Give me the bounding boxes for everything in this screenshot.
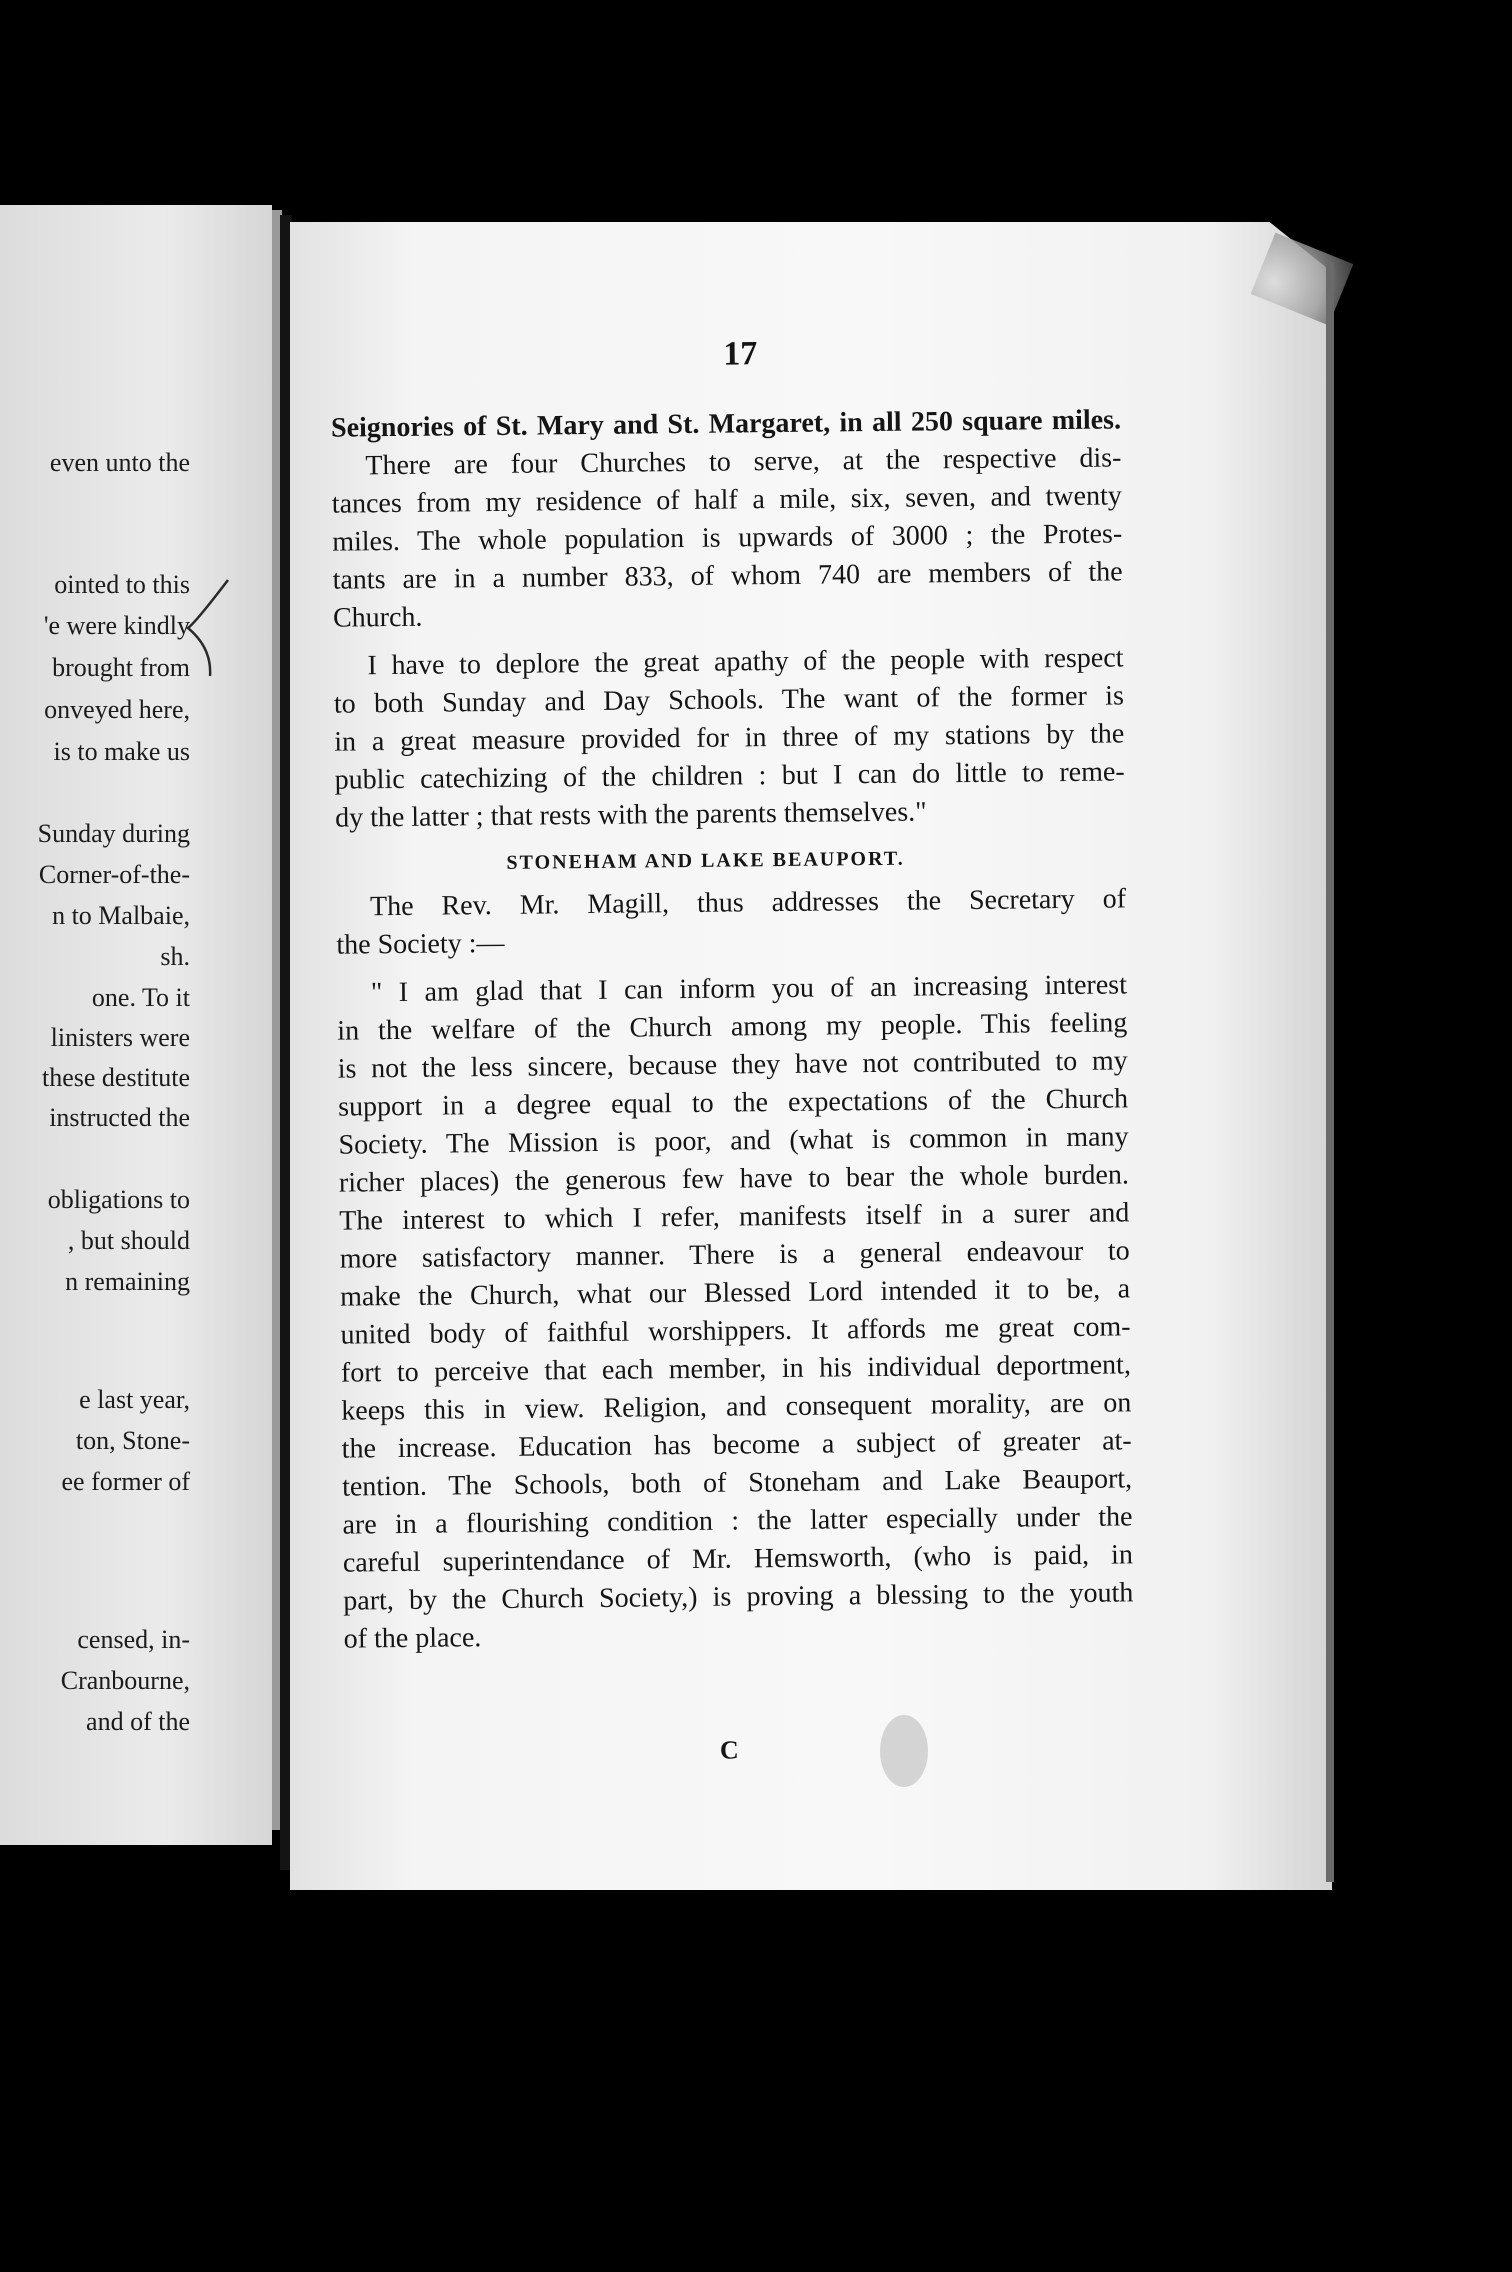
paragraph-line: The Rev. Mr. Magill, thus addresses the Secretary of: [369, 883, 1127, 923]
left-page-line: instructed the: [49, 1103, 190, 1132]
paragraph-line: of the place.: [343, 1622, 482, 1655]
paragraph-line: part, by the Church Society,) is proving a blessing to the youth: [343, 1577, 1134, 1617]
left-page-line: obligations to: [47, 1185, 190, 1214]
paragraph-line: more satisfactory manner. There is a general endeavour to: [339, 1235, 1130, 1275]
paragraph-line: richer places) the generous few have to bear the whole burden.: [338, 1159, 1130, 1199]
paragraph-line: support in a degree equal to the expectations of the Church: [337, 1083, 1129, 1123]
paragraph-line: careful superintendance of Mr. Hemsworth, (who is paid, in: [342, 1539, 1134, 1579]
section-heading: STONEHAM AND LAKE BEAUPORT.: [506, 847, 905, 874]
left-page-line: ointed to this: [54, 570, 190, 599]
left-page-line: n to Malbaie,: [52, 901, 190, 930]
page-number: 17: [723, 335, 758, 373]
paragraph-line: to both Sunday and Day Schools. The want of the former is: [333, 680, 1125, 720]
paragraph-line: The interest to which I refer, manifests itself in a surer and: [339, 1197, 1130, 1237]
paragraph-line: " I am glad that I can inform you of an increasing interest: [370, 969, 1128, 1009]
left-page-line: , but should: [67, 1226, 190, 1255]
left-page-line: onveyed here,: [44, 695, 190, 724]
paragraph-line: is not the less sincere, because they have not contributed to my: [337, 1045, 1128, 1085]
left-page-line: these destitute: [41, 1063, 190, 1092]
left-page-line: 'e were kindly: [43, 611, 190, 640]
paragraph-line: the increase. Education has become a subject of greater at-: [341, 1425, 1132, 1465]
page-edge-shadow: [1326, 262, 1334, 1882]
paragraph-line: Society. The Mission is poor, and (what is common in many: [338, 1121, 1129, 1161]
paragraph-line: are in a flourishing condition : the latter especially under the: [342, 1501, 1133, 1541]
paragraph-line: Church.: [332, 601, 423, 634]
left-page-line: Corner-of-the-: [38, 860, 190, 889]
paragraph-line: united body of faithful worshippers. It affords me great com-: [340, 1311, 1131, 1351]
left-page-line: is to make us: [53, 737, 190, 766]
paragraph-line: tants are in a number 833, of whom 740 are members of the: [332, 556, 1123, 596]
left-page-line: sh.: [160, 942, 190, 971]
paragraph-line: miles. The whole population is upwards of 3000 ; the Protes-: [332, 518, 1123, 558]
paragraph-line: keeps this in view. Religion, and consequent morality, are on: [341, 1387, 1132, 1427]
right-page-text: [300, 321, 1175, 1765]
left-page-line: even unto the: [49, 448, 190, 477]
left-page-line: e last year,: [79, 1385, 190, 1414]
paragraph-line: Seignories of St. Mary and St. Margaret, in all 250 square miles.: [330, 404, 1122, 444]
paragraph-line: fort to perceive that each member, in his individual deportment,: [340, 1349, 1132, 1389]
left-page-line: censed, in-: [77, 1625, 190, 1654]
paragraph-line: tances from my residence of half a mile, six, seven, and twenty: [331, 480, 1122, 520]
left-page-line: and of the: [86, 1707, 190, 1736]
left-page-line: Sunday during: [37, 819, 190, 848]
left-page-line: ee former of: [61, 1467, 190, 1496]
paragraph-line: in a great measure provided for in three of my stations by the: [334, 718, 1125, 758]
left-page-line: linisters were: [50, 1023, 190, 1052]
paragraph-line: dy the latter ; that rests with the parents themselves.": [334, 796, 927, 834]
left-page-line: ton, Stone-: [75, 1426, 190, 1455]
paragraph-line: I have to deplore the great apathy of the people with respect: [367, 642, 1124, 682]
left-page-line: one. To it: [91, 983, 190, 1012]
paragraph-line: There are four Churches to serve, at the respective dis-: [365, 442, 1122, 482]
paragraph-line: make the Church, what our Blessed Lord intended it to be, a: [339, 1273, 1131, 1313]
left-page-line: brought from: [52, 653, 190, 682]
paragraph-line: the Society :—: [336, 927, 505, 961]
paragraph-line: in the welfare of the Church among my people. This feeling: [337, 1007, 1128, 1047]
paragraph-line: public catechizing of the children : but I can do little to reme-: [334, 756, 1125, 796]
signature-mark: C: [719, 1735, 739, 1765]
paragraph-line: tention. The Schools, both of Stoneham and Lake Beauport,: [341, 1463, 1133, 1503]
left-page-line: n remaining: [65, 1267, 190, 1296]
left-page-line: Cranbourne,: [60, 1666, 190, 1695]
